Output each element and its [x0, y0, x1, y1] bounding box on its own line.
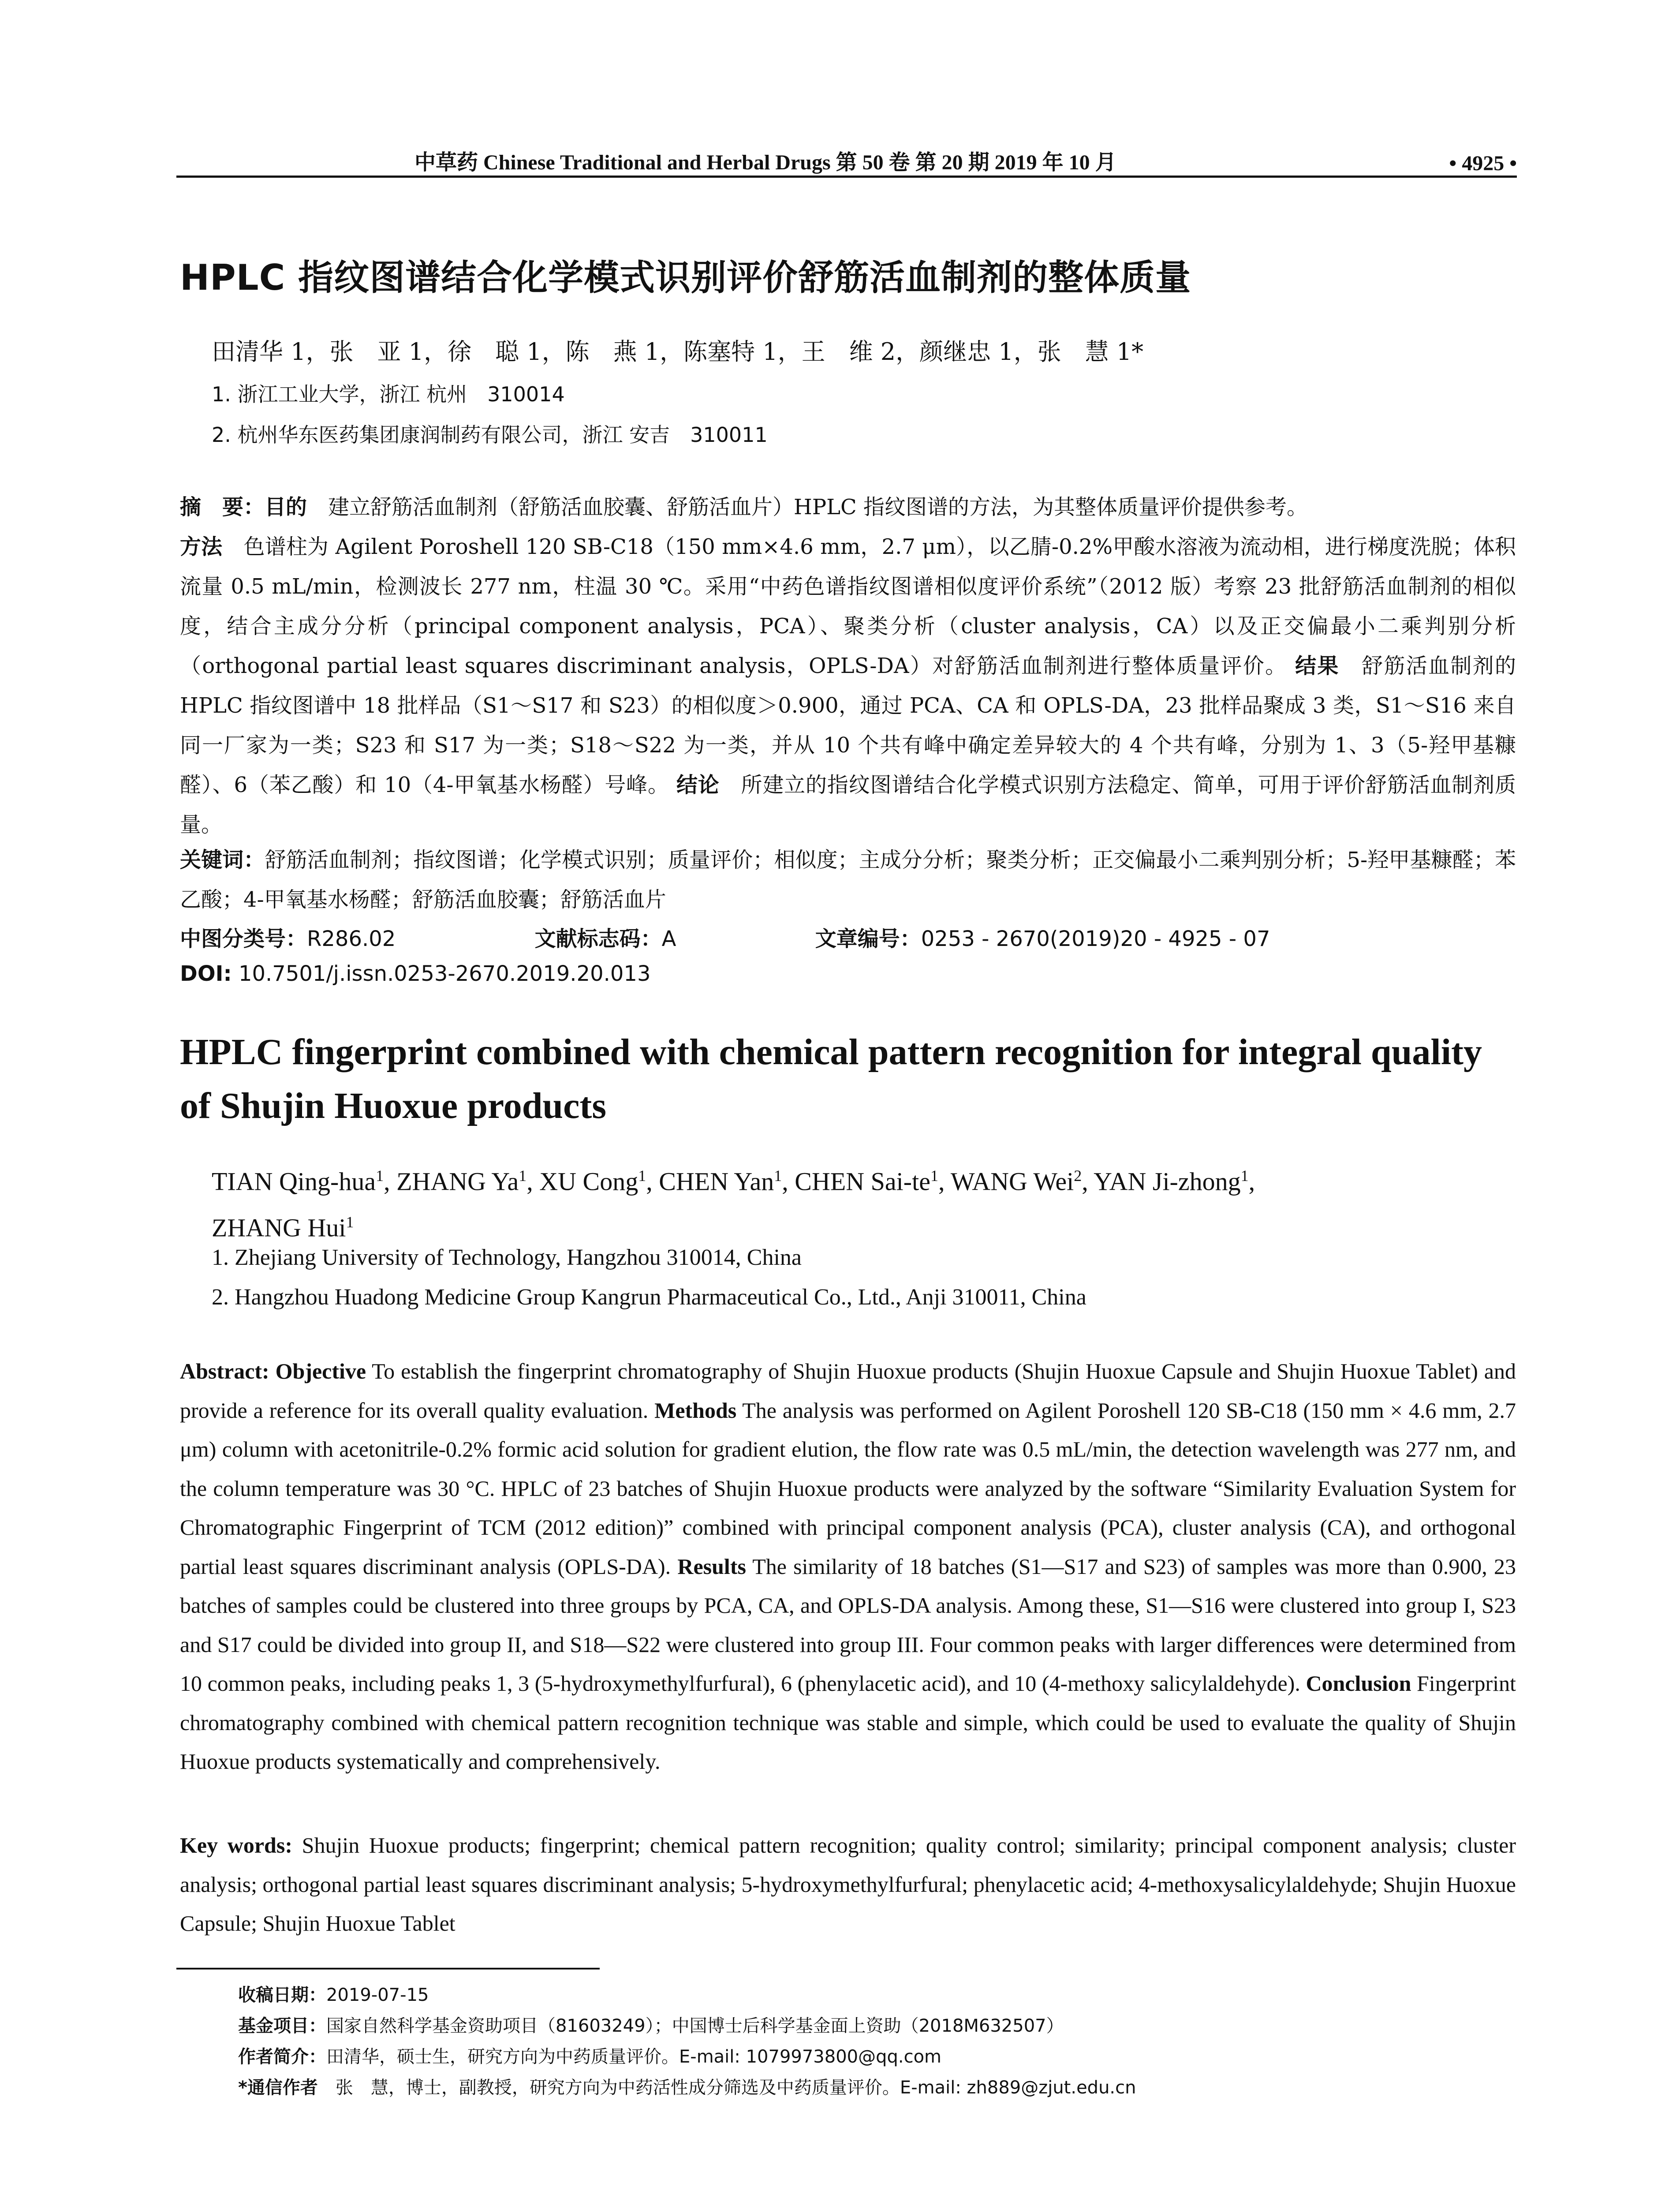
- author-name: CHEN Sai-te: [795, 1167, 930, 1196]
- keywords-text: 舒筋活血制剂；指纹图谱；化学模式识别；质量评价；相似度；主成分分析；聚类分析；正交偏最小二乘判别分析；5-羟甲基糠醛；苯乙酸；4-甲氧基水杨醛；舒筋活血胶囊；舒筋活血片: [180, 848, 1516, 912]
- fund-value: 国家自然科学基金资助项目（81603249）；中国博士后科学基金面上资助（2018M632507）: [326, 2016, 1064, 2036]
- author-affiliation-mark: 1: [376, 1167, 384, 1185]
- english-title: HPLC fingerprint combined with chemical pattern recognition for integral quality of Shujin Huoxue products: [180, 1031, 1482, 1126]
- abstract-conclusion-label: 结论: [676, 773, 720, 797]
- footnote-received: [238, 1981, 1517, 2006]
- clc-label: 中图分类号：: [180, 927, 307, 951]
- author-bio-value: 田清华，硕士生，研究方向为中药质量评价。E-mail: 1079973800@qq.com: [326, 2047, 942, 2067]
- abstract-conclusion: 所建立的指纹图谱结合化学模式识别方法稳定、简单，可用于评价舒筋活血制剂质量。: [180, 773, 1516, 837]
- abstract-results: 舒筋活血制剂的 HPLC 指纹图谱中 18 批样品（S1～S17 和 S23）的相似度＞0.900，通过 PCA、CA 和 OPLS-DA，23 批样品聚成 3 类，S1～S16 来自同一厂家为一类；S23 和 S17 为一类；S18～S22 为一类，并从 10 个共有峰中确定差异较大的 4 个共有峰，分别为 1、3（5-羟甲基糠醛）、6（苯乙酸）和 10（4-甲氧基水杨醛）号峰。: [180, 654, 1516, 797]
- en-keywords-text: Shujin Huoxue products; fingerprint; chemical pattern recognition; quality control; similarity; principal component analysis; cluster analysis; orthogonal partial least squares discriminant analysis; 5-hydroxymethylfurfural; phenylacetic acid; 4-methoxysalicylaldehyde; Shujin Huoxue Capsule; Shujin Huoxue Tablet: [180, 1833, 1516, 1936]
- author-affiliation-mark: 1: [774, 1167, 782, 1185]
- en-keywords-label: Key words:: [180, 1833, 292, 1857]
- corresponding-value: 张 慧，博士，副教授，研究方向为中药活性成分筛选及中药质量评价。E-mail: zh889@zjut.edu.cn: [317, 2078, 1136, 2098]
- fund-label: 基金项目：: [238, 2016, 326, 2036]
- author-affiliation-mark: 1: [930, 1167, 938, 1185]
- doc-code-value: A: [661, 927, 676, 951]
- en-abstract-objective: To establish the fingerprint chromatography of Shujin Huoxue products (Shujin Huoxue Capsule and Shujin Huoxue Tablet) and provide a reference for its overall quality evaluation.: [180, 1359, 1516, 1423]
- corresponding-label: *通信作者: [238, 2078, 318, 2098]
- abstract-methods-label: 方法: [180, 534, 223, 559]
- footnote-author: [238, 2043, 1517, 2068]
- classification-line: [180, 922, 1516, 952]
- clc-value: R286.02: [307, 927, 396, 951]
- chinese-affiliation-1: 1. 浙江工业大学，浙江 杭州 310014: [212, 382, 565, 406]
- en-abstract-methods-label: Methods: [654, 1398, 737, 1423]
- english-keywords: [180, 1826, 1516, 1943]
- abstract-objective: 建立舒筋活血制剂（舒筋活血胶囊、舒筋活血片）HPLC 指纹图谱的方法，为其整体质量评价提供参考。: [307, 495, 1308, 519]
- footnote-rule: [176, 1968, 600, 1970]
- chinese-affiliation-2: 2. 杭州华东医药集团康润制药有限公司，浙江 安吉 310011: [212, 423, 768, 447]
- doi-line: [180, 961, 1516, 986]
- article-no-value: 0253 - 2670(2019)20 - 4925 - 07: [921, 927, 1270, 951]
- doi-label: DOI:: [180, 961, 232, 986]
- chinese-keywords: [180, 840, 1516, 919]
- en-abstract-methods: The analysis was performed on Agilent Poroshell 120 SB-C18 (150 mm × 4.6 mm, 2.7 μm) column with acetonitrile-0.2% formic acid solution for gradient elution, the flow rate was 0.5 mL/min, the detection wavelength was 277 nm, and the column temperature was 30 °C. HPLC of 23 batches of Shujin Huoxue products were analyzed by the software “Similarity Evaluation System for Chromatographic Fingerprint of TCM (2012 edition)” combined with principal component analysis (PCA), cluster analysis (CA), and orthogonal partial least squares discriminant analysis (OPLS-DA).: [180, 1398, 1516, 1579]
- chinese-abstract: [180, 487, 1516, 845]
- author-name: YAN Ji-zhong: [1094, 1167, 1241, 1196]
- author-affiliation-mark: 2: [1074, 1167, 1082, 1185]
- abstract-objective-label: 摘 要：目的: [180, 495, 307, 519]
- author-affiliation-mark: 1: [638, 1167, 646, 1185]
- abstract-methods: 色谱柱为 Agilent Poroshell 120 SB-C18（150 mm×4.6 mm，2.7 μm），以乙腈-0.2%甲酸水溶液为流动相，进行梯度洗脱；体积流量 0.5 mL/min，检测波长 277 nm，柱温 30 ℃。采用“中药色谱指纹图谱相似度评价系统”（2012 版）考察 23 批舒筋活血制剂的相似度，结合主成分分析（principal component analysis，PCA）、聚类分析（cluster analysis，CA）以及正交偏最小二乘判别分析（orthogonal partial least squares discriminant analysis，OPLS-DA）对舒筋活血制剂进行整体质量评价。: [180, 534, 1516, 678]
- footnote-corresponding: [238, 2074, 1517, 2099]
- en-abstract-conclusion-label: Conclusion: [1306, 1671, 1411, 1696]
- chinese-title: HPLC 指纹图谱结合化学模式识别评价舒筋活血制剂的整体质量: [180, 257, 1191, 298]
- en-abstract-results-label: Results: [677, 1554, 746, 1579]
- author-name: ZHANG Ya: [396, 1167, 519, 1196]
- running-header: [176, 140, 1517, 176]
- journal-info: 中草药 Chinese Traditional and Herbal Drugs 第 50 卷 第 20 期 2019 年 10 月: [414, 151, 1116, 174]
- doc-code-label: 文献标志码：: [534, 927, 662, 951]
- page-number: • 4925 •: [1449, 152, 1517, 175]
- english-abstract: [180, 1352, 1516, 1781]
- keywords-label: 关键词：: [180, 848, 265, 872]
- author-name: TIAN Qing-hua: [212, 1167, 376, 1196]
- author-name: XU Cong: [539, 1167, 638, 1196]
- english-affiliation-1: 1. Zhejiang University of Technology, Hangzhou 310014, China: [212, 1245, 802, 1270]
- author-affiliation-mark: 1: [1240, 1167, 1249, 1185]
- article-no-label: 文章编号：: [815, 927, 921, 951]
- received-value: 2019-07-15: [326, 1985, 429, 2005]
- chinese-authors: 田清华 1，张 亚 1，徐 聪 1，陈 燕 1，陈塞特 1，王 维 2，颜继忠 1，张 慧 1*: [212, 338, 1144, 366]
- author-name: WANG Wei: [950, 1167, 1074, 1196]
- doi-value: 10.7501/j.issn.0253-2670.2019.20.013: [231, 961, 651, 986]
- footnote-fund: [238, 2012, 1517, 2037]
- abstract-results-label: 结果: [1295, 654, 1340, 678]
- en-abstract-results: The similarity of 18 batches (S1—S17 and S23) of samples was more than 0.900, 23 batches of samples could be clustered into three groups by PCA, CA, and OPLS-DA analysis. Among these, S1—S16 were clustered into group I, S23 and S17 could be divided into group II, and S18—S22 were clustered into group III. Four common peaks with larger differences were determined from 10 common peaks, including peaks 1, 3 (5-hydroxymethylfurfural), 6 (phenylacetic acid), and 10 (4-methoxy salicylaldehyde).: [180, 1554, 1516, 1696]
- english-affiliation-2: 2. Hangzhou Huadong Medicine Group Kangrun Pharmaceutical Co., Ltd., Anji 310011, China: [212, 1285, 1086, 1310]
- en-abstract-conclusion: Fingerprint chromatography combined with chemical pattern recognition technique was stable and simple, which could be used to evaluate the quality of Shujin Huoxue products systematically and comprehensively.: [180, 1671, 1516, 1774]
- author-name: CHEN Yan: [659, 1167, 774, 1196]
- author-bio-label: 作者简介：: [238, 2047, 326, 2067]
- author-name: ZHANG Hui: [212, 1213, 346, 1242]
- author-affiliation-mark: 1: [519, 1167, 527, 1185]
- header-rule: [176, 176, 1517, 178]
- author-affiliation-mark: 1: [346, 1213, 354, 1231]
- received-label: 收稿日期：: [238, 1985, 326, 2005]
- english-authors: TIAN Qing-hua$^1$, ZHANG Ya$^1$, XU Cong$^1$, CHEN Yan$^1$, CHEN Sai-$te^1$, WANG Wei$^2$, YAN Ji-zhong$^1$, ZHANG Hui$^1$: [212, 1167, 1255, 1242]
- en-abstract-objective-label: Abstract: Objective: [180, 1359, 366, 1383]
